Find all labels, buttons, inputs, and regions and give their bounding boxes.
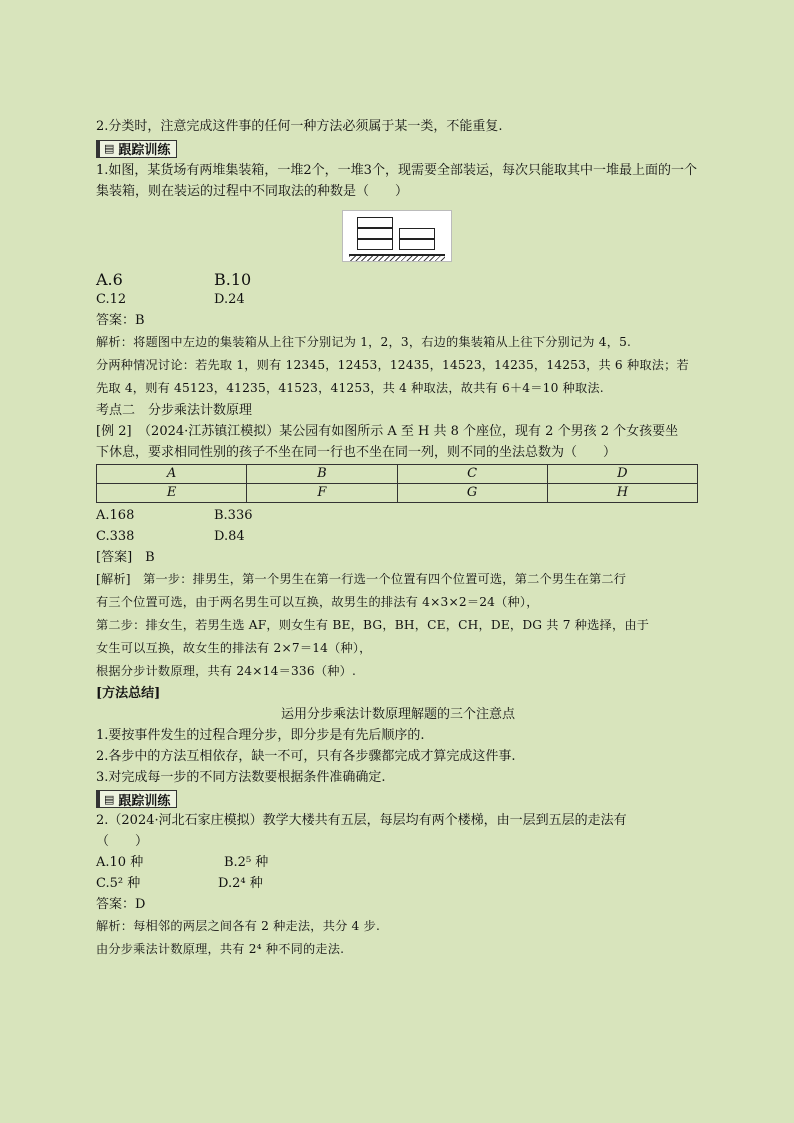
seat-table — [96, 464, 698, 503]
question-2-answer: 答案：D — [96, 897, 146, 912]
container-box — [399, 228, 435, 239]
question-2-analysis-1: 解析：每相邻的两层之间各有 2 种走法，共分 4 步. — [96, 919, 381, 933]
question-1-analysis-3: 先取 4，则有 45123，41235，41523，41253，共 4 种取法，故共有 6＋4＝10 种取法. — [96, 380, 604, 395]
question-2-analysis-2: 由分步乘法计数原理，共有 2⁴ 种不同的走法. — [96, 942, 345, 956]
container-box — [357, 239, 393, 250]
option-c: C.5² 种 — [96, 876, 141, 891]
example-2-analysis-2: 有三个位置可选，由于两名男生可以互换，故男生的排法有 4×3×2＝24（种）， — [96, 594, 539, 609]
follow-training-label: 跟踪训练 — [118, 793, 171, 809]
option-d: D.24 — [214, 291, 245, 307]
seat-cell: A — [97, 464, 247, 483]
method-summary-label-text: 方法总结 — [102, 685, 155, 701]
follow-training-badge — [96, 790, 177, 808]
document-page — [96, 116, 700, 961]
example-2-options-row-1 — [96, 505, 700, 526]
example-2-text-1: [例 2] （2024·江苏镇江模拟）某公园有如图所示 A 至 H 共 8 个座位，现有 2 个男孩 2 个女孩要坐 — [96, 423, 679, 439]
option-b: B.336 — [214, 507, 253, 523]
section-title: 考点二 分步乘法计数原理 — [96, 402, 253, 418]
question-2-options-row-2 — [96, 873, 700, 894]
option-d: D.84 — [214, 528, 245, 544]
ground-hatch — [349, 256, 445, 261]
container-box — [357, 228, 393, 239]
question-1-analysis-1: 解析：将题图中左边的集装箱从上往下分别记为 1，2，3，右边的集装箱从上往下分别记为 4，5. — [96, 334, 632, 349]
seat-cell: B — [247, 464, 397, 483]
seat-cell: D — [547, 464, 697, 483]
option-b: B.10 — [214, 269, 252, 289]
method-point-2: 2.各步中的方法互相依存，缺一不可，只有各步骤都完成才算完成这件事. — [96, 748, 516, 764]
example-2-analysis-5: 根据分步计数原理，共有 24×14＝336（种）. — [96, 663, 357, 678]
option-a: A.168 — [96, 507, 135, 523]
container-box — [399, 239, 435, 250]
question-1-text: 1.如图，某货场有两堆集装箱，一堆2个，一堆3个，现需要全部装运，每次只能取其中一堆最上面的一个集装箱，则在装运的过程中不同取法的种数是（ ） — [96, 162, 697, 199]
question-2-text-1: 2.（2024·河北石家庄模拟）教学大楼共有五层，每层均有两个楼梯，由一层到五层的走法有 — [96, 813, 627, 828]
option-c: C.338 — [96, 528, 135, 544]
example-2-analysis-1: [解析] 第一步：排男生，第一个男生在第一行选一个位置有四个位置可选，第二个男生在第二行 — [96, 571, 627, 586]
seat-row-2 — [97, 483, 698, 502]
seat-cell: H — [547, 483, 697, 502]
seat-cell: G — [397, 483, 547, 502]
example-2-analysis-3: 第二步：排女生，若男生选 AF，则女生有 BE，BG，BH，CE，CH，DE，DG 共 7 种选择，由于 — [96, 617, 650, 632]
example-2-answer: [答案] B — [96, 549, 155, 565]
option-b: B.2⁵ 种 — [224, 855, 269, 870]
follow-training-badge — [96, 140, 177, 158]
seat-row-1 — [97, 464, 698, 483]
example-2-text-2: 下休息，要求相同性别的孩子不坐在同一行也不坐在同一列，则不同的坐法总数为（ ） — [96, 444, 617, 460]
notebook-icon: ▤ — [104, 142, 115, 155]
question-1-analysis-2: 分两种情况讨论：若先取 1，则有 12345，12453，12435，14523，14235，14253，共 6 种取法；若 — [96, 357, 689, 372]
method-point-1: 1.要按事件发生的过程合理分步，即分步是有先后顺序的. — [96, 727, 425, 743]
container-box — [357, 217, 393, 228]
option-d: D.2⁴ 种 — [218, 876, 263, 891]
option-c: C.12 — [96, 291, 127, 307]
question-2-text-2: （ ） — [96, 834, 149, 849]
question-2-options-row-1 — [96, 852, 700, 873]
option-a: A.10 种 — [96, 855, 144, 870]
question-1-answer: 答案：B — [96, 312, 145, 328]
follow-training-label: 跟踪训练 — [118, 143, 171, 158]
question-1-options-row-2 — [96, 289, 700, 310]
method-summary-title: 运用分步乘法计数原理解题的三个注意点 — [280, 706, 515, 722]
notebook-icon: ▤ — [104, 792, 115, 806]
method-summary-label: [方法总结] — [96, 685, 161, 701]
example-2-options-row-2 — [96, 526, 700, 547]
seat-cell: F — [247, 483, 397, 502]
seat-cell: C — [397, 464, 547, 483]
option-a: A.6 — [96, 269, 123, 289]
example-2-analysis-4: 女生可以互换，故女生的排法有 2×7＝14（种）， — [96, 640, 372, 655]
seat-cell: E — [97, 483, 247, 502]
method-point-3: 3.对完成每一步的不同方法数要根据条件准确确定. — [96, 769, 386, 785]
question-1-options-row-1 — [96, 270, 700, 289]
container-stacks-figure — [342, 210, 452, 262]
intro-note: 2.分类时，注意完成这件事的任何一种方法必须属于某一类，不能重复. — [96, 119, 503, 134]
